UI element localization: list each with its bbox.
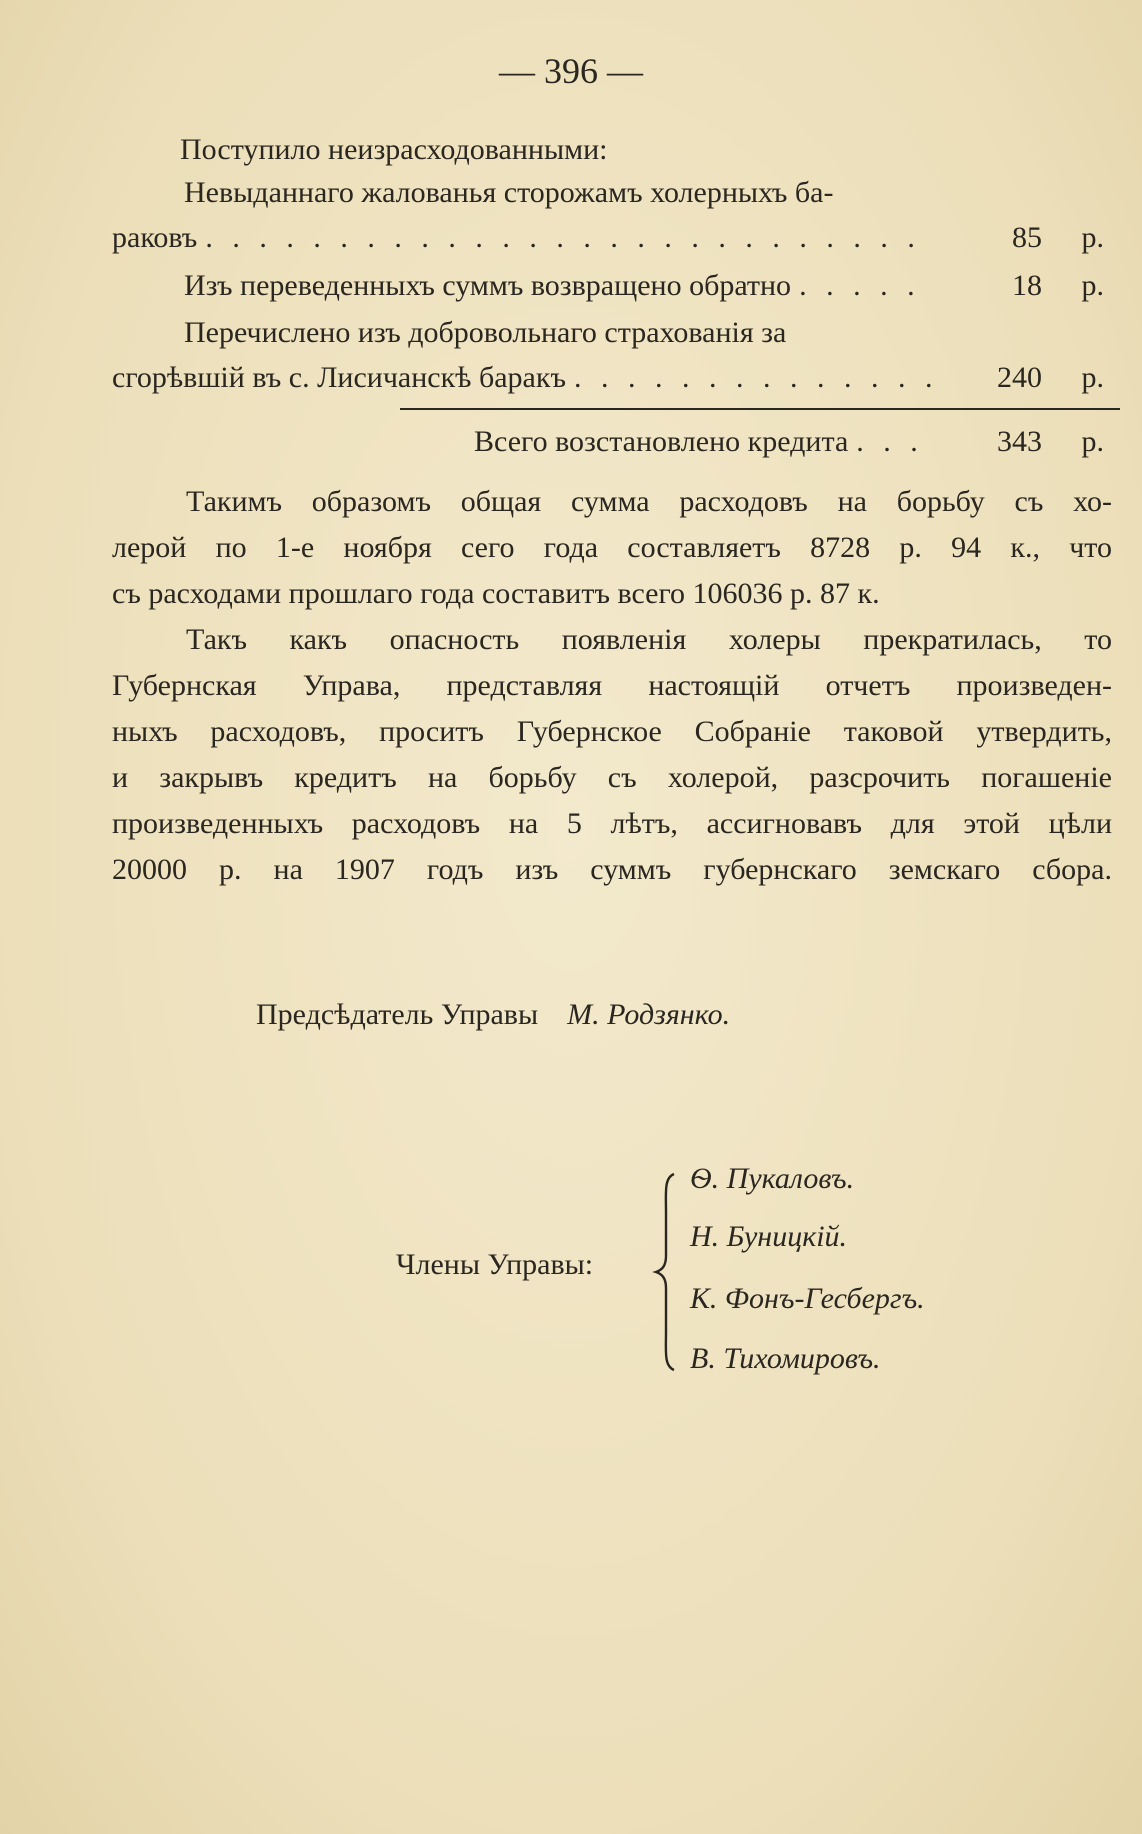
leader-dots (848, 422, 932, 462)
item1-amount: 85 (1012, 221, 1042, 254)
chairman-label: Предсѣдатель Управы (256, 998, 539, 1031)
total-amount: 343 (997, 425, 1042, 458)
chairman-signature (256, 998, 730, 1032)
paragraph-2-line: 20000 р. на 1907 годъ изъ суммъ губернскаго земскаго сбора. (112, 853, 1112, 886)
item1-unit: р. (1081, 221, 1104, 254)
item2-amount: 18 (1012, 269, 1042, 302)
paragraph-2-line: произведенныхъ расходовъ на 5 лѣтъ, ассигновавъ для этой цѣли (112, 807, 1112, 840)
brace-icon (652, 1172, 682, 1372)
paragraph-2 (112, 620, 1112, 890)
leader-dots (791, 266, 932, 306)
members-label: Члены Управы: (396, 1248, 594, 1281)
paragraph-2-line: Губернская Управа, представляя настоящій отчетъ произведен- (112, 669, 1112, 702)
paragraph-1-line: съ расходами прошлаго года составитъ всего 106036 р. 87 к. (112, 577, 880, 610)
item3-label: сгорѣвшій въ с. Лисичанскѣ баракъ (112, 361, 566, 394)
paragraph-1-line: лерой по 1-е ноября сего года составляетъ 8728 р. 94 к., что (112, 531, 1112, 564)
item2-unit: р. (1081, 269, 1104, 302)
total-line (474, 422, 1104, 462)
paragraph-2-line: и закрывъ кредитъ на борьбу съ холерой, разсрочить погашеніе (112, 761, 1112, 794)
item3-line1: Перечислено изъ добровольнаго страхованія за (184, 316, 787, 349)
item1-label: раковъ (112, 221, 198, 254)
paragraph-2-line: ныхъ расходовъ, проситъ Губернское Собраніе таковой утвердить, (112, 715, 1112, 748)
page-number: — 396 — (499, 51, 643, 91)
item1-line2 (112, 218, 1104, 258)
item3-unit: р. (1081, 361, 1104, 394)
member-name: Ѳ. Пукаловъ. (690, 1162, 855, 1195)
item1-line1: Невыданнаго жалованья сторожамъ холерныхъ ба- (184, 176, 834, 209)
items-header: Поступило неизрасходованными: (180, 133, 608, 166)
total-unit: р. (1081, 425, 1104, 458)
paragraph-1 (112, 482, 1112, 614)
item3-amount: 240 (997, 361, 1042, 394)
item2-line (184, 266, 1104, 306)
chairman-name: М. Родзянко. (567, 998, 731, 1031)
member-name: В. Тихомировъ. (690, 1342, 881, 1375)
total-label: Всего возстановлено кредита (474, 425, 849, 458)
paragraph-2-line: Такъ какъ опасность появленія холеры прекратилась, то (186, 623, 1112, 656)
member-name: Н. Буницкій. (690, 1220, 848, 1253)
paragraph-1-line: Такимъ образомъ общая сумма расходовъ на борьбу съ хо- (186, 485, 1112, 518)
total-divider (400, 408, 1120, 410)
member-name: К. Фонъ-Гесбергъ. (690, 1282, 925, 1315)
leader-dots (197, 218, 932, 258)
item3-line2 (112, 358, 1104, 398)
leader-dots (566, 358, 932, 398)
item2-label: Изъ переведенныхъ суммъ возвращено обратно (184, 269, 792, 302)
